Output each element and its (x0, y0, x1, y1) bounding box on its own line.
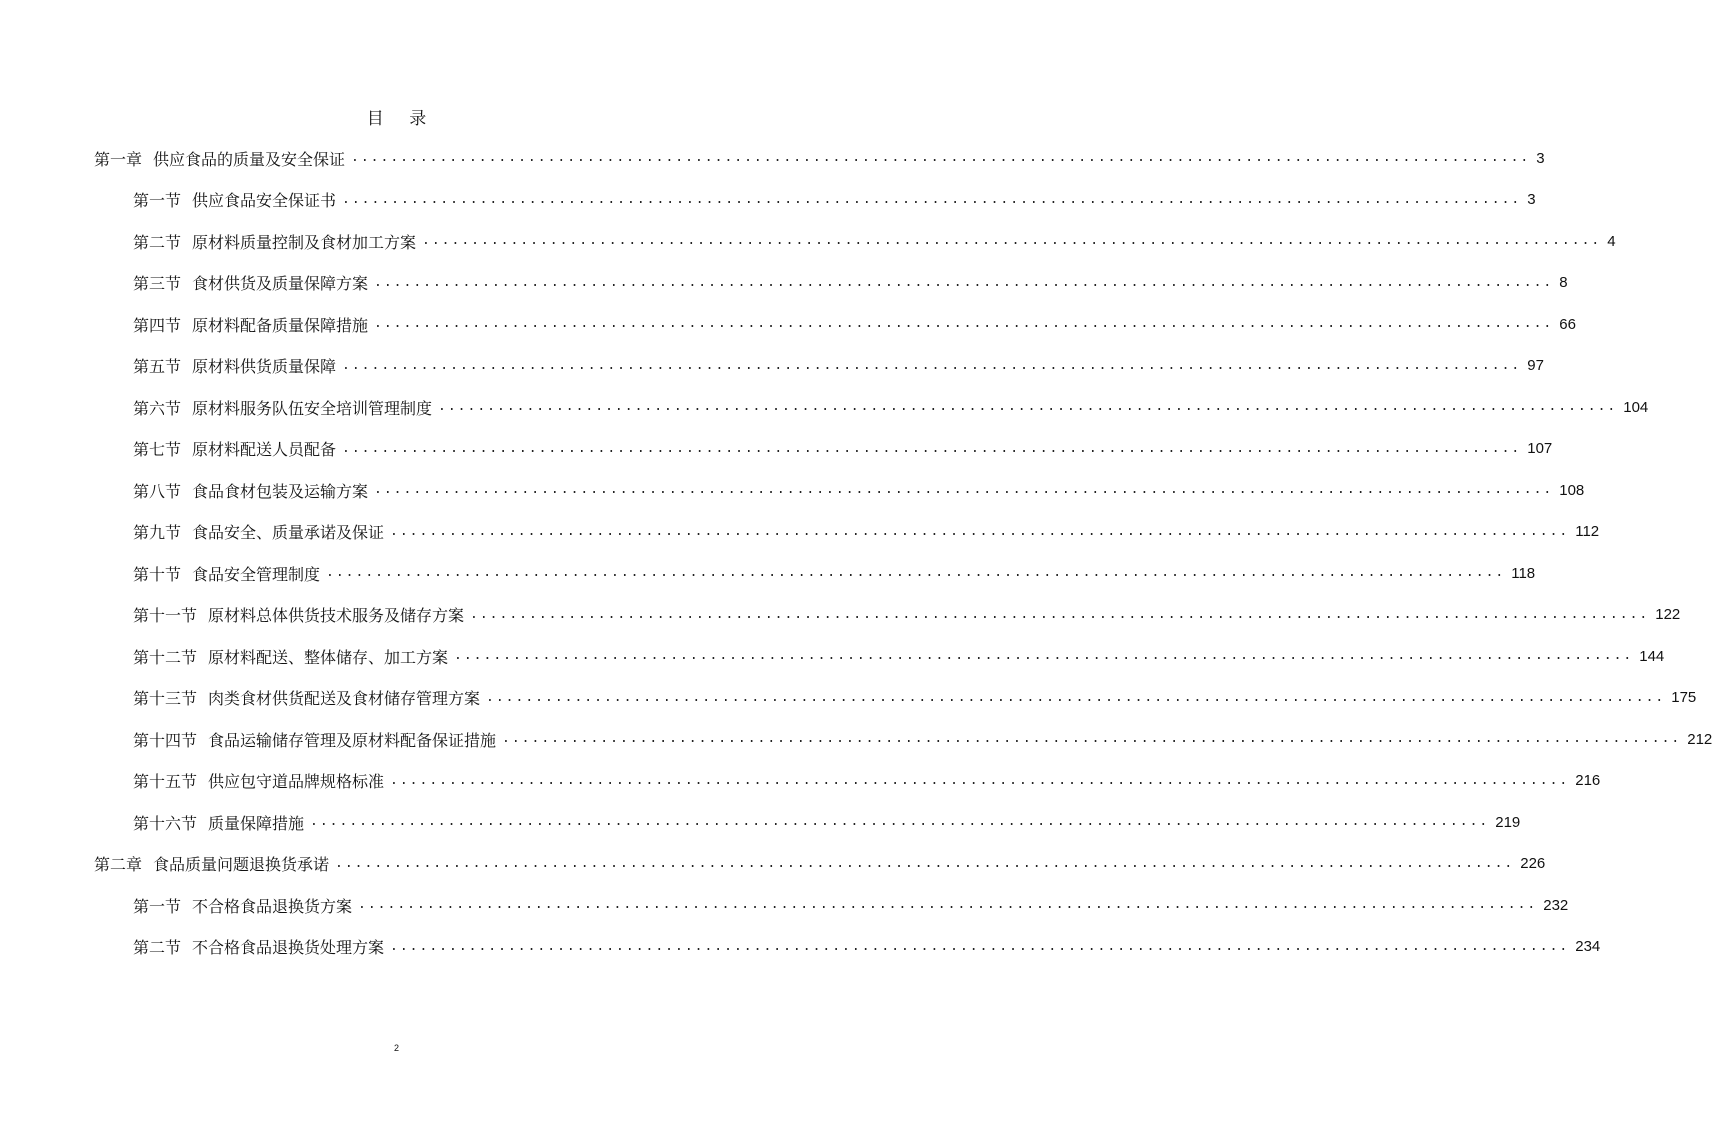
toc-entry-title: 原材料总体供货技术服务及储存方案 (208, 606, 465, 625)
toc-entry-page: 144 (1639, 647, 1665, 665)
dot-leader: ........................................................................................................................ (342, 440, 1522, 456)
toc-entry-page: 219 (1495, 813, 1521, 831)
toc-entry-title: 原材料配送、整体储存、加工方案 (208, 647, 449, 667)
toc-entry-title: 原材料供货质量保障 (192, 357, 337, 376)
dot-leader: ........................................................................................................................ (422, 233, 1602, 248)
toc-entry-number: 第七节 (133, 440, 182, 459)
toc-entry-page: 4 (1607, 232, 1616, 250)
toc-entry-number: 第十一节 (133, 606, 198, 625)
toc-entry-number: 第八节 (133, 481, 182, 501)
toc-entry-title: 供应包守道品牌规格标准 (208, 772, 385, 791)
toc-entry-section[interactable] (133, 891, 1569, 919)
dot-leader: ........................................................................................................................ (374, 316, 1554, 331)
toc-entry-title: 供应食品安全保证书 (192, 191, 337, 210)
toc-entry-title: 食品安全管理制度 (192, 564, 321, 584)
toc-entry-section[interactable] (133, 352, 1544, 380)
toc-entry-number: 第十四节 (133, 730, 198, 750)
toc-entry-page: 3 (1527, 191, 1536, 208)
dot-leader: ........................................................................................................................ (390, 938, 1570, 954)
toc-entry-page: 107 (1527, 440, 1553, 457)
toc-entry-number: 第十二节 (133, 647, 198, 667)
toc-entry-section[interactable] (133, 642, 1665, 670)
dot-leader: ........................................................................................................................ (374, 482, 1554, 497)
dot-leader: ........................................................................................................................ (335, 855, 1515, 871)
dot-leader: ........................................................................................................................ (470, 606, 1650, 622)
toc-entry-number: 第二节 (133, 938, 182, 957)
toc-entry-number: 第十节 (133, 564, 182, 584)
toc-entry-title: 不合格食品退换货处理方案 (192, 938, 385, 957)
toc-entry-section[interactable] (133, 269, 1568, 297)
toc-entry-number: 第三节 (133, 274, 182, 293)
dot-leader: ........................................................................................................................ (454, 648, 1634, 663)
toc-entry-title: 肉类食材供货配送及食材储存管理方案 (208, 689, 481, 708)
dot-leader: ........................................................................................................................ (358, 897, 1538, 912)
toc-entry-number: 第九节 (133, 523, 182, 542)
toc-entry-title: 原材料质量控制及食材加工方案 (192, 232, 417, 252)
toc-entry-title: 供应食品的质量及安全保证 (153, 149, 346, 169)
toc-entry-number: 第一节 (133, 896, 182, 916)
toc-entry-title: 食品质量问题退换货承诺 (153, 855, 330, 874)
dot-leader: ........................................................................................................................ (486, 689, 1666, 705)
toc-entry-number: 第二节 (133, 232, 182, 252)
toc-entry-section[interactable] (133, 310, 1576, 338)
toc-entry-number: 第二章 (94, 855, 143, 874)
toc-entry-chapter-1[interactable] (94, 144, 1545, 172)
page-number: 2 (393, 1043, 399, 1053)
toc-entry-page: 122 (1655, 606, 1681, 623)
toc-entry-page: 108 (1559, 481, 1585, 499)
dot-leader: ........................................................................................................................ (502, 731, 1682, 746)
toc-entry-title: 原材料服务队伍安全培训管理制度 (192, 398, 433, 418)
toc-entry-page: 212 (1687, 730, 1712, 748)
dot-leader: ........................................................................................................................ (438, 399, 1618, 414)
toc-entry-number: 第十三节 (133, 689, 198, 708)
dot-leader: ........................................................................................................................ (342, 191, 1522, 207)
toc-entry-page: 8 (1559, 274, 1568, 291)
toc-entry-section[interactable] (133, 808, 1521, 836)
toc-entry-section[interactable] (133, 435, 1553, 463)
toc-entry-chapter-2[interactable] (94, 850, 1546, 878)
toc-entry-section[interactable] (133, 518, 1600, 546)
toc-entry-page: 232 (1543, 896, 1569, 914)
toc-entry-title: 原材料配备质量保障措施 (192, 315, 369, 335)
dot-leader: ........................................................................................................................ (374, 274, 1554, 290)
toc-entry-title: 食品运输储存管理及原材料配备保证措施 (208, 730, 497, 750)
dot-leader: ........................................................................................................................ (390, 523, 1570, 539)
toc-entry-section[interactable] (133, 186, 1536, 214)
toc-entry-section[interactable] (133, 725, 1712, 753)
dot-leader: ........................................................................................................................ (351, 150, 1531, 165)
dot-leader: ........................................................................................................................ (390, 772, 1570, 788)
toc-entry-number: 第十五节 (133, 772, 198, 791)
toc-entry-number: 第四节 (133, 315, 182, 335)
toc-entry-number: 第六节 (133, 398, 182, 418)
toc-entry-title: 食材供货及质量保障方案 (192, 274, 369, 293)
toc-entry-title: 原材料配送人员配备 (192, 440, 337, 459)
toc-entry-section[interactable] (133, 933, 1601, 961)
dot-leader: ........................................................................................................................ (310, 814, 1490, 829)
toc-entry-section[interactable] (133, 601, 1681, 629)
toc-entry-page: 118 (1511, 564, 1536, 582)
toc-entry-page: 175 (1671, 689, 1697, 706)
toc-entry-title: 食品食材包装及运输方案 (192, 481, 369, 501)
toc-entry-title: 质量保障措施 (208, 813, 305, 833)
toc-entry-page: 226 (1520, 855, 1546, 872)
toc-entry-section[interactable] (133, 559, 1536, 587)
dot-leader: ........................................................................................................................ (342, 357, 1522, 373)
dot-leader: ........................................................................................................................ (326, 565, 1506, 580)
toc-entry-section[interactable] (133, 227, 1616, 255)
toc-entry-number: 第五节 (133, 357, 182, 376)
toc-entry-section[interactable] (133, 393, 1649, 421)
toc-entry-page: 66 (1559, 315, 1576, 333)
toc-entry-section[interactable] (133, 476, 1585, 504)
toc-entry-page: 104 (1623, 398, 1649, 416)
toc-entry-title: 食品安全、质量承诺及保证 (192, 523, 385, 542)
toc-entry-page: 97 (1527, 357, 1544, 374)
toc-entry-section[interactable] (133, 767, 1601, 795)
toc-entry-title: 不合格食品退换货方案 (192, 896, 353, 916)
toc-entry-page: 216 (1575, 772, 1601, 789)
toc-entry-section[interactable] (133, 684, 1697, 712)
toc-entry-page: 234 (1575, 938, 1601, 955)
toc-entry-number: 第一节 (133, 191, 182, 210)
toc-entry-page: 112 (1575, 523, 1600, 540)
toc-entry-page: 3 (1536, 149, 1545, 167)
toc-heading: 目 录 (366, 109, 437, 129)
toc-entry-number: 第十六节 (133, 813, 198, 833)
toc-entry-number: 第一章 (94, 149, 143, 169)
